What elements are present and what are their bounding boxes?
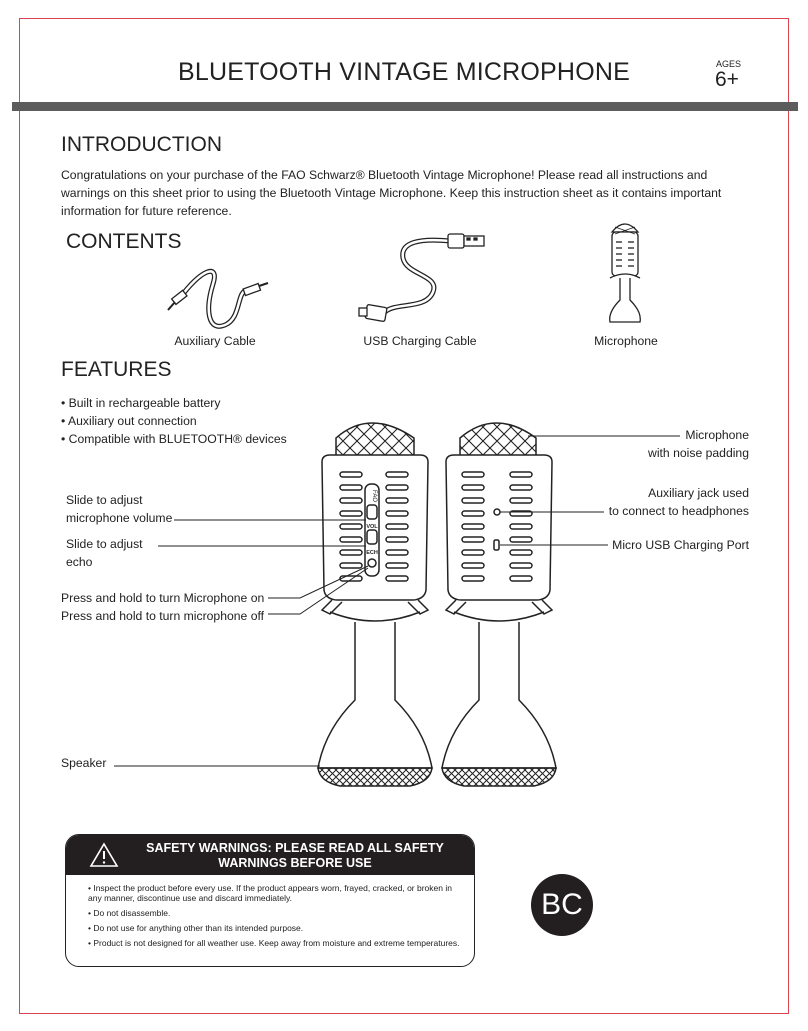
microphone-caption: Microphone [594, 334, 658, 348]
introduction-text: Congratulations on your purchase of the FAO Schwarz® Bluetooth Vintage Microphone! Please read all instructions and warnings on this sheet prior to using the Bluetooth Vintage Microphone. Keep this instruction sheet as it contains important information for future reference. [61, 168, 722, 218]
speaker-callout: Speaker [61, 756, 107, 770]
list-item: • Do not use for anything other than its intended purpose. [88, 923, 304, 933]
usb-cable-caption: USB Charging Cable [363, 334, 477, 348]
introduction-heading: INTRODUCTION [61, 133, 222, 156]
volume-callout: Slide to adjust microphone volume [66, 493, 173, 525]
list-item: • Product is not designed for all weather use. Keep away from moisture and extreme temperatures. [88, 938, 460, 948]
safety-warnings-box [65, 834, 475, 967]
power-callout: Press and hold to turn Microphone on Press and hold to turn microphone off [61, 591, 265, 623]
list-item: • Inspect the product before every use. If the product appears worn, frayed, cracked, or broken in any manner, discontinue use and discard immediately. [88, 883, 452, 903]
list-item: • Auxiliary out connection [61, 414, 197, 428]
usb-port-callout: Micro USB Charging Port [612, 538, 749, 552]
echo-callout: Slide to adjust echo [66, 537, 143, 569]
auxiliary-cable-caption: Auxiliary Cable [174, 334, 256, 348]
features-heading: FEATURES [61, 358, 172, 381]
list-item: • Do not disassemble. [88, 908, 171, 918]
usb-port-icon [494, 540, 499, 550]
mic-vol-mark: VOL [366, 524, 378, 530]
aux-jack-callout: Auxiliary jack used to connect to headphones [608, 486, 749, 518]
ages-label: AGES [716, 59, 742, 69]
power-button-icon [368, 559, 376, 567]
mic-echo-mark: ECH [366, 550, 378, 556]
volume-slider-icon [367, 505, 377, 519]
ages-value: 6+ [715, 68, 739, 91]
echo-slider-icon [367, 530, 377, 544]
list-item: • Built in rechargeable battery [61, 396, 221, 410]
safety-warnings-list [88, 883, 460, 953]
bc-badge: BC [531, 874, 593, 936]
page-title: BLUETOOTH VINTAGE MICROPHONE [178, 58, 630, 86]
warning-icon [89, 842, 119, 868]
aux-jack-icon [494, 509, 500, 515]
contents-heading: CONTENTS [66, 230, 182, 253]
microphone-front [318, 423, 432, 786]
safety-warnings-title: SAFETY WARNINGS: PLEASE READ ALL SAFETY WARNINGS BEFORE USE [146, 841, 444, 870]
microphone-back [442, 423, 556, 786]
mic-brand-mark: FAO [371, 489, 377, 503]
microphone-padding-callout: Microphone with noise padding [648, 428, 749, 460]
safety-warnings-header [66, 835, 474, 875]
list-item: • Compatible with BLUETOOTH® devices [61, 432, 287, 446]
